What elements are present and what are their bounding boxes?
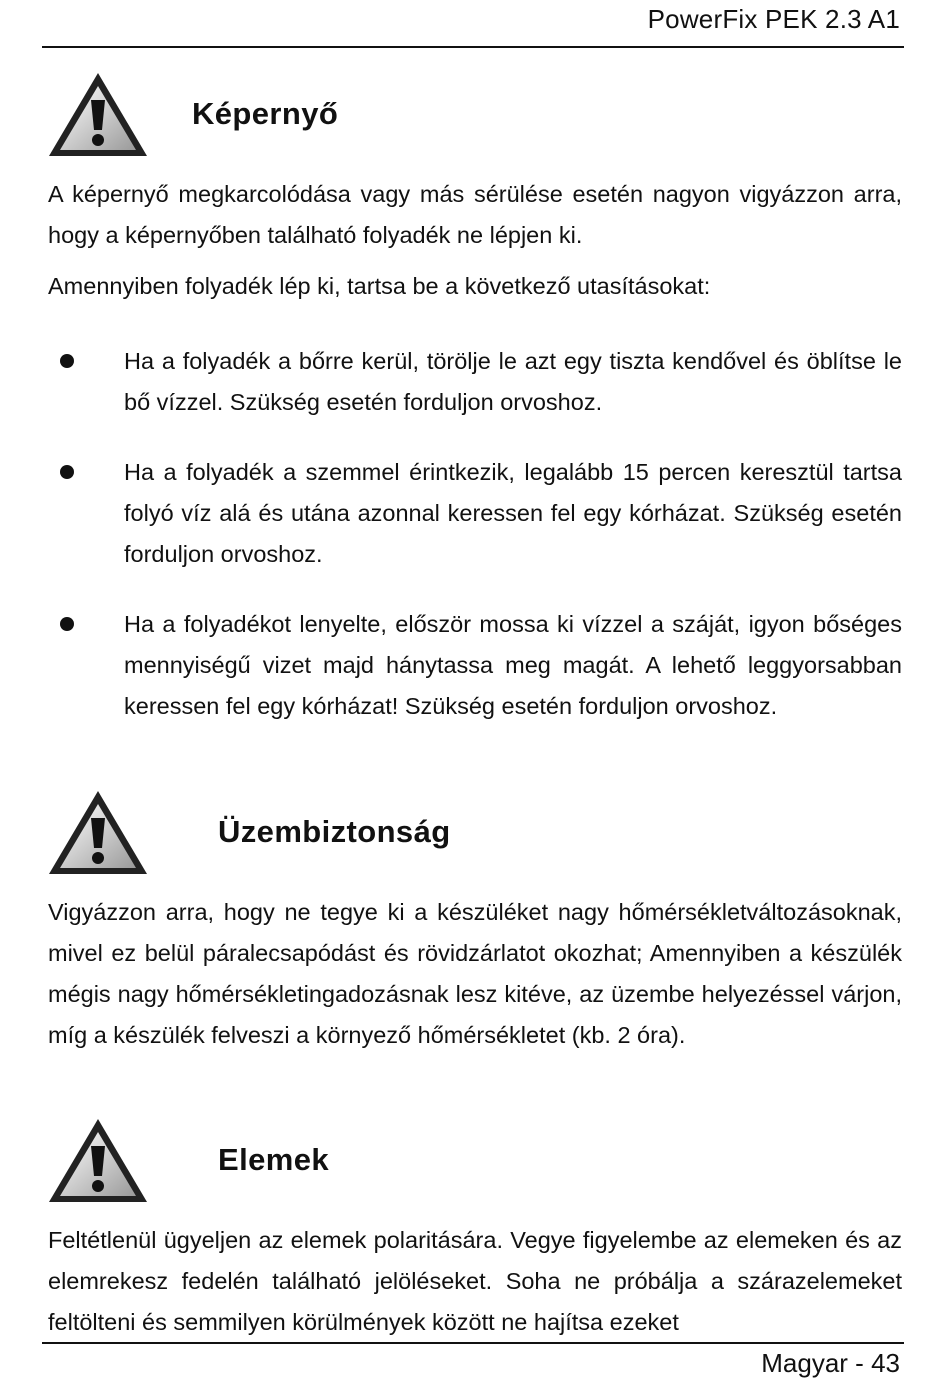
- bullet-icon: [60, 354, 74, 368]
- paragraph: Feltétlenül ügyeljen az elemek polaritására. Vegye figyelembe az elemeken és az elemrekesz fedelén található jelöléseket. Soha ne próbálja a szárazelemeket feltölteni és semmilyen körülmények között ne hajítsa ezeket: [48, 1227, 902, 1335]
- list-item-text: Ha a folyadék a bőrre kerül, törölje le azt egy tiszta kendővel és öblítse le bő vízzel. Szükség esetén forduljon orvoshoz.: [124, 348, 902, 415]
- header-divider: [42, 46, 904, 48]
- paragraph: A képernyő megkarcolódása vagy más sérülése esetén nagyon vigyázzon arra, hogy a képernyőben található folyadék ne lépjen ki.: [48, 181, 902, 248]
- warning-triangle-icon: [46, 1116, 150, 1206]
- section-title-elemek: Elemek: [218, 1142, 329, 1177]
- list-item: [48, 452, 902, 575]
- page-number: Magyar - 43: [761, 1348, 900, 1378]
- list-item: [48, 341, 902, 423]
- list-item-text: Ha a folyadékot lenyelte, először mossa ki vízzel a száját, igyon bőséges mennyiségű vizet majd hánytassa meg magát. A lehető leggyorsabban keressen fel egy kórházat! Szükség esetén forduljon orvoshoz.: [124, 611, 902, 719]
- bullet-icon: [60, 465, 74, 479]
- warning-triangle-icon: [46, 70, 150, 160]
- bullet-icon: [60, 617, 74, 631]
- paragraph: Vigyázzon arra, hogy ne tegye ki a készüléket nagy hőmérsékletváltozásoknak, mivel ez belül páralecsapódást és rövidzárlatot okozhat; Amennyiben a készülék mégis nagy hőmérsékletingadozásnak lesz kitéve, az üzembe helyezéssel várjon, míg a készülék felveszi a környező hőmérsékletet (kb. 2 óra).: [48, 899, 902, 1048]
- paragraph: Amennyiben folyadék lép ki, tartsa be a következő utasításokat:: [48, 273, 711, 299]
- section-title-kepernyo: Képernyő: [192, 96, 339, 131]
- header-title: PowerFix PEK 2.3 A1: [647, 4, 900, 34]
- section-title-uzembiztonsag: Üzembiztonság: [218, 814, 451, 849]
- list-item-text: Ha a folyadék a szemmel érintkezik, legalább 15 percen keresztül tartsa folyó víz alá és utána azonnal keressen fel egy kórházat. Szükség esetén forduljon orvoshoz.: [124, 459, 902, 567]
- footer-divider: [42, 1342, 904, 1344]
- warning-triangle-icon: [46, 788, 150, 878]
- list-item: [48, 604, 902, 727]
